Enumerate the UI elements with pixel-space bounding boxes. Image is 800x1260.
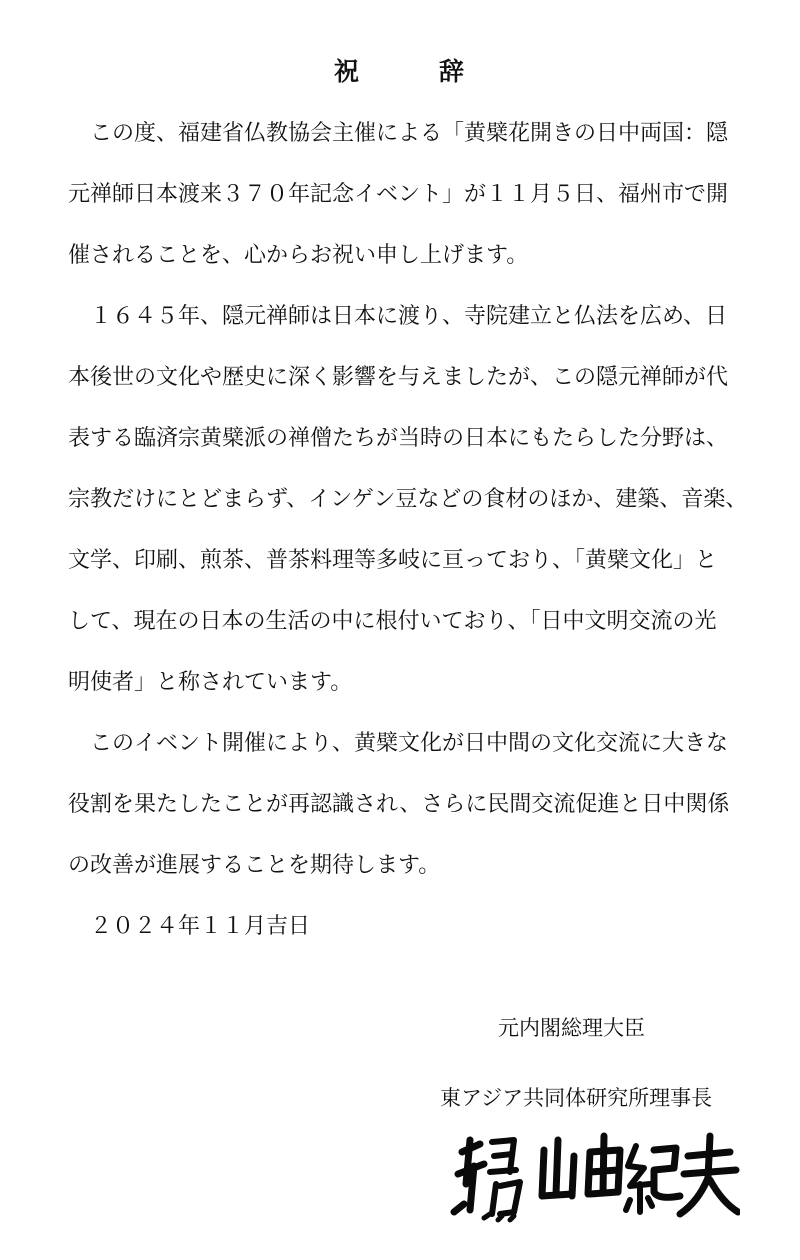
signer-organization: 東アジア共同体研究所理事長 [440,1086,713,1110]
paragraph-line: の改善が進展することを期待します。 [68,853,441,878]
paragraph-line: この度、福建省仏教協会主催による「黄檗花開きの日中両国：隠 [90,121,729,146]
paragraph-line: 宗教だけにとどまらず、インゲン豆などの食材のほか、建築、音楽、 [68,487,748,512]
paragraph-line: して、現在の日本の生活の中に根付いており、「日中文明交流の光 [68,609,717,634]
paragraph-line: このイベント開催により、黄檗文化が日中間の文化交流に大きな [90,731,729,756]
paragraph-line: 本後世の文化や歴史に深く影響を与えましたが、この隠元禅師が代 [68,365,729,390]
paragraph-line: 文学、印刷、煎茶、普茶料理等多岐に亘っており、「黄檗文化」と [68,548,718,573]
document-title [0,52,800,88]
paragraph-3 [68,713,748,896]
letter-date: ２０２４年１１月吉日 [90,914,311,939]
handwritten-signature [440,1122,740,1227]
title-char-1: 祝 [333,57,361,86]
paragraph-line: 表する臨済宗黄檗派の禅僧たちが当時の日本にもたらした分野は、 [68,426,729,451]
paragraph-line: 元禅師日本渡来３７０年記念イベント」が１１月５日、福州市で開 [68,182,729,207]
letter-body [68,103,748,957]
paragraph-line: 明使者」と称されています。 [68,670,353,695]
paragraph-line: １６４５年、隠元禅師は日本に渡り、寺院建立と仏法を広め、日 [90,304,728,329]
paragraph-1 [68,103,748,286]
paragraph-2 [68,286,748,713]
paragraph-line: 役割を果たしたことが再認識され、さらに民間交流促進と日中関係 [68,792,730,817]
paragraph-line: 催されることを、心からお祝い申し上げます。 [68,243,529,268]
title-char-2: 辞 [439,57,467,86]
signer-title: 元内閣総理大臣 [498,1016,645,1040]
